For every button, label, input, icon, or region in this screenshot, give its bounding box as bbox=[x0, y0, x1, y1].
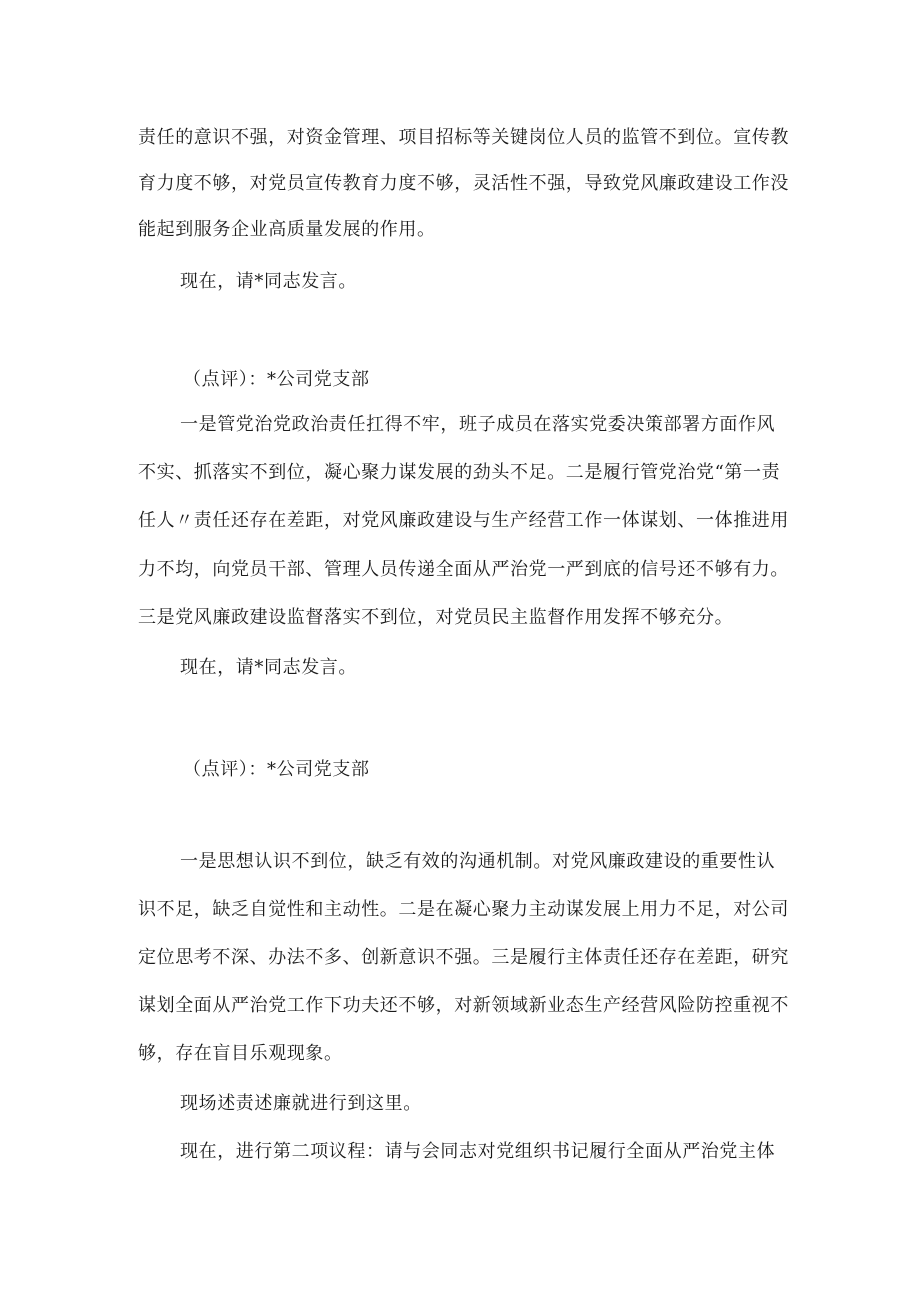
paragraph-line: 任人〃责任还存在差距，对党风廉政建设与生产经营工作一体谋划、一体推进用 bbox=[138, 510, 789, 531]
paragraph-line: 够，存在盲目乐观现象。 bbox=[138, 1043, 343, 1064]
paragraph-line: 力不均，向党员干部、管理人员传递全面从严治党一严到底的信号还不够有力。 bbox=[138, 559, 789, 580]
paragraph-line: 一是管党治党政治责任扛得不牢，班子成员在落实党委决策部署方面作风 bbox=[180, 414, 776, 435]
section-heading: （点评）：*公司党支部 bbox=[183, 369, 370, 390]
paragraph-line: 识不足，缺乏自觉性和主动性。二是在凝心聚力主动谋发展上用力不足，对公司 bbox=[138, 899, 789, 920]
paragraph-line: 定位思考不深、办法不多、创新意识不强。三是履行主体责任还存在差距，研究 bbox=[138, 947, 789, 968]
paragraph-line: 不实、抓落实不到位，凝心聚力谋发展的劲头不足。二是履行管党治党“第一责 bbox=[138, 462, 781, 483]
paragraph-line: 谋划全面从严治党工作下功夫还不够，对新领域新业态生产经营风险防控重视不 bbox=[138, 995, 789, 1016]
paragraph-line: 能起到服务企业高质量发展的作用。 bbox=[138, 219, 436, 240]
paragraph-line: 三是党风廉政建设监督落实不到位，对党员民主监督作用发挥不够充分。 bbox=[138, 607, 734, 628]
paragraph-line: 现在，进行第二项议程：请与会同志对党组织书记履行全面从严治党主体 bbox=[180, 1141, 776, 1162]
paragraph-line: 育力度不够，对党员宣传教育力度不够，灵活性不强，导致党风廉政建设工作没 bbox=[138, 173, 789, 194]
paragraph-line: 现在，请*同志发言。 bbox=[180, 657, 357, 678]
paragraph-line: 现在，请*同志发言。 bbox=[180, 271, 357, 292]
paragraph-line: 现场述责述廉就进行到这里。 bbox=[180, 1093, 422, 1114]
section-heading: （点评）：*公司党支部 bbox=[183, 759, 370, 780]
paragraph-line: 责任的意识不强，对资金管理、项目招标等关键岗位人员的监管不到位。宣传教 bbox=[138, 127, 789, 148]
paragraph-line: 一是思想认识不到位，缺乏有效的沟通机制。对党风廉政建设的重要性认 bbox=[180, 851, 776, 872]
